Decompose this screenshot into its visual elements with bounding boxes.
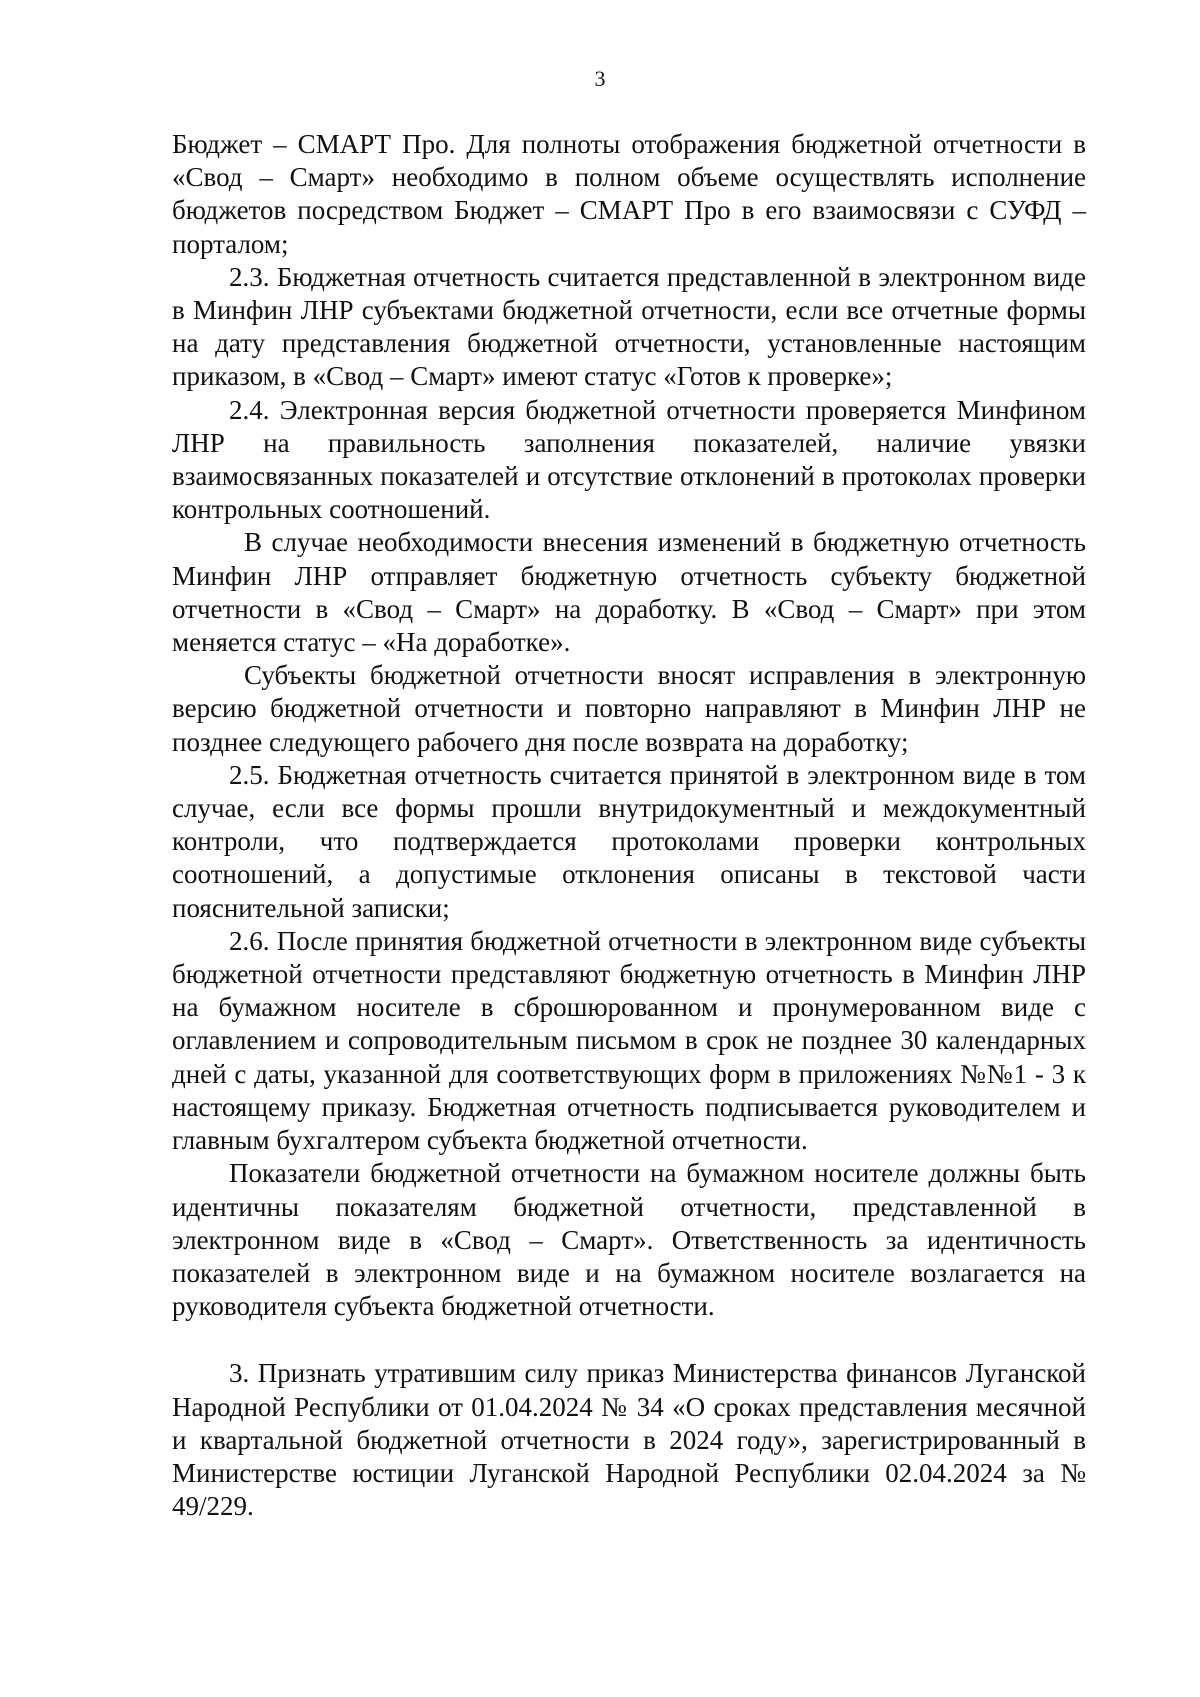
paragraph-paper-identity: Показатели бюджетной отчетности на бумажном носителе должны быть идентичны показателям бюджетной отчетности, представленной в электронном виде в «Свод – Смарт». Ответственность за идентичность показателей в электронном виде и на бумажном носителе возлагается на руководителя субъекта бюджетной отчетности. [172,1158,1086,1322]
paragraph-2-5: 2.5. Бюджетная отчетность считается принятой в электронном виде в том случае, если все формы прошли внутридокументный и междокументный контроли, что подтверждается протоколами проверки контрольных соотношений, а допустимые отклонения описаны в текстовой части пояснительной записки; [172,759,1086,923]
paragraph-revision-case: В случае необходимости внесения изменений в бюджетную отчетность Минфин ЛНР отправляет бюджетную отчетность субъекту бюджетной отчетности в «Свод – Смарт» на доработку. В «Свод – Смарт» при этом меняется статус – «На доработке». [172,527,1086,658]
paragraph-2-6: 2.6. После принятия бюджетной отчетности в электронном виде субъекты бюджетной отчетности представляют бюджетную отчетность в Минфин ЛНР на бумажном носителе в сброшюрованном и пронумерованном виде с оглавлением и сопроводительным письмом в срок не позднее 30 календарных дней с даты, указанной для соответствующих форм в приложениях №№1 - 3 к настоящему приказу. Бюджетная отчетность подписывается руководителем и главным бухгалтером субъекта бюджетной отчетности. [172,925,1086,1156]
paragraph-continuation: Бюджет – СМАРТ Про. Для полноты отображения бюджетной отчетности в «Свод – Смарт» необходимо в полном объеме осуществлять исполнение бюджетов посредством Бюджет – СМАРТ Про в его взаимосвязи с СУФД – порталом; [172,129,1086,259]
paragraph-3: 3. Признать утратившим силу приказ Министерства финансов Луганской Народной Республики от 01.04.2024 № 34 «О сроках представления месячной и квартальной бюджетной отчетности в 2024 году», зарегистрированный в Министерстве юстиции Луганской Народной Республики 02.04.2024 за № 49/229. [172,1358,1086,1522]
document-body [172,128,1086,1523]
paragraph-corrections: Субъекты бюджетной отчетности вносят исправления в электронную версию бюджетной отчетности и повторно направляют в Минфин ЛНР не позднее следующего рабочего дня после возврата на доработку; [172,660,1086,757]
paragraph-2-3: 2.3. Бюджетная отчетность считается представленной в электронном виде в Минфин ЛНР субъектами бюджетной отчетности, если все отчетные формы на дату представления бюджетной отчетности, установленные настоящим приказом, в «Свод – Смарт» имеют статус «Готов к проверке»; [172,261,1086,392]
paragraph-2-4: 2.4. Электронная версия бюджетной отчетности проверяется Минфином ЛНР на правильность заполнения показателей, наличие увязки взаимосвязанных показателей и отсутствие отклонений в протоколах проверки контрольных соотношений. [172,394,1086,525]
page-number: 3 [594,66,606,91]
